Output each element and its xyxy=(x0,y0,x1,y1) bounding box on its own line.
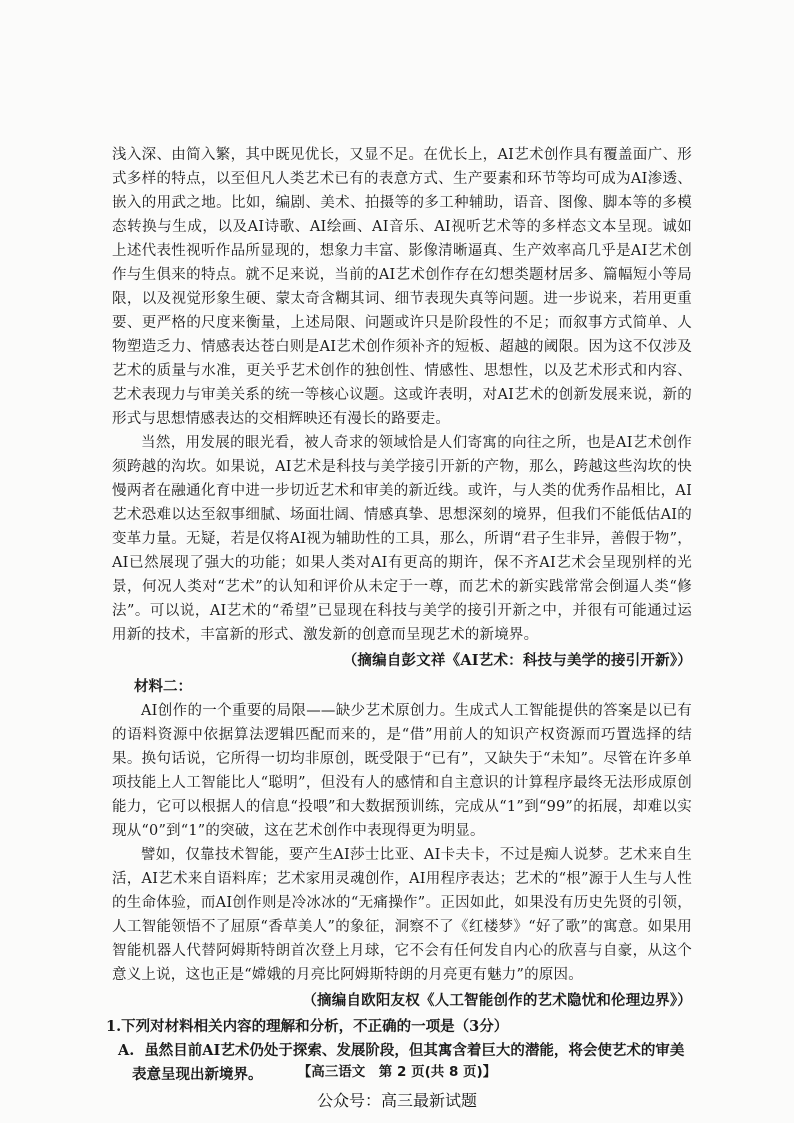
page-footer: 【高三语文 第 2 页(共 8 页)】 xyxy=(297,1064,497,1080)
material1-paragraph-2: 当然，用发展的眼光看，被人奇求的领域恰是人们寄寓的向往之所，也是AI艺术创作须跨越的沟坎。如果说，AI艺术是科技与美学接引开新的产物，那么，跨越这些沟坎的快慢两者在融通化育中进一步切近艺术和审美的新近线。或许，与人类的优秀作品相比，AI艺术恐难以达至叙事细腻、场面壮阔、情感真挚、思想深刻的境界，但我们不能低估AI的变革力量。无疑，若是仅将AI视为辅助性的工具，那么，所谓“君子生非异，善假于物”，AI已然展现了强大的功能；如果人类对AI有更高的期许，保不齐AI艺术会呈现别样的光景，何况人类对“艺术”的认知和评价从未定于一尊，而艺术的新实践常常会倒逼人类“修法”。可以说，AI艺术的“希望”已显现在科技与美学的接引开新之中，并很有可能通过运用新的技术，丰富新的形式、激发新的创意而呈现艺术的新境界。 xyxy=(112,435,692,643)
question-1-stem: 1.下列对材料相关内容的理解和分析，不正确的一项是（3分） xyxy=(106,1018,509,1035)
watermark-text: 公众号：高三最新试题 xyxy=(316,1091,477,1110)
page-content xyxy=(106,143,692,1087)
material2-paragraph-1: AI创作的一个重要的局限——缺少艺术原创力。生成式人工智能提供的答案是以已有的语料资源中依据算法逻辑匹配而来的，是“借”用前人的知识产权资源而巧置选择的结果。换句话说，它所得一切均非原创，既受限于“已有”，又缺失于“未知”。尽管在许多单项技能上人工智能比人“聪明”，但没有人的感情和自主意识的计算程序最终无法形成原创能力，它可以根据人的信息“投喂”和大数据预训练，完成从“1”到“99”的拓展，却难以实现从“0”到“1”的突破，这在艺术创作中表现得更为明显。 xyxy=(112,703,692,839)
option-a-text: 虽然目前AI艺术仍处于探索、发展阶段，但其寓含着巨大的潜能，将会使艺术的审美表意呈现出新境界。 xyxy=(132,1042,685,1083)
material1-source: （摘编自彭文祥《AI艺术：科技与美学的接引开新》） xyxy=(342,652,692,669)
material2-title: 材料二： xyxy=(134,678,192,695)
option-a-label: A. xyxy=(118,1042,135,1059)
material1-paragraph-1: 浅入深、由简入繁，其中既见优长，又显不足。在优长上，AI艺术创作具有覆盖面广、形式多样的特点，以至但凡人类艺术已有的表意方式、生产要素和环节等均可成为AI渗透、嵌入的用武之地。比如，编剧、美术、拍摄等的多工种辅助，语音、图像、脚本等的多模态转换与生成，以及AI诗歌、AI绘画、AI音乐、AI视听艺术等的多样态文本呈现。诚如上述代表性视听作品所显现的，想象力丰富、影像清晰逼真、生产效率高几乎是AI艺术创作与生俱来的特点。就不足来说，当前的AI艺术创作存在幻想类题材居多、篇幅短小等局限，以及视觉形象生硬、蒙太奇含糊其词、细节表现失真等问题。进一步说来，若用更重要、更严格的尺度来衡量，上述局限、问题或许只是阶段性的不足；而叙事方式简单、人物塑造乏力、情感表达苍白则是AI艺术创作须补齐的短板、超越的阈限。因为这不仅涉及艺术的质量与水准，更关乎艺术创作的独创性、情感性、思想性，以及艺术形式和内容、艺术表现力与审美关系的统一等核心议题。这或许表明，对AI艺术的创新发展来说，新的形式与思想情感表达的交相辉映还有漫长的路要走。 xyxy=(112,147,692,427)
material2-paragraph-2: 譬如，仅靠技术智能，要产生AI莎士比亚、AI卡夫卡，不过是痴人说梦。艺术来自生活，AI艺术来自语料库；艺术家用灵魂创作，AI用程序表达；艺术的“根”源于人生与人性的生命体验，而AI创作则是冷冰冰的“无痛操作”。正因如此，如果没有历史先贤的引领，人工智能领悟不了屈原“香草美人”的象征，洞察不了《红楼梦》“好了歌”的寓意。如果用智能机器人代替阿姆斯特朗首次登上月球，它不会有任何发自内心的欣喜与自豪，从这个意义上说，这也正是“嫦娥的月亮比阿姆斯特朗的月亮更有魅力”的原因。 xyxy=(112,847,692,983)
material2-source: （摘编自欧阳友权《人工智能创作的艺术隐忧和伦理边界》） xyxy=(302,992,692,1009)
